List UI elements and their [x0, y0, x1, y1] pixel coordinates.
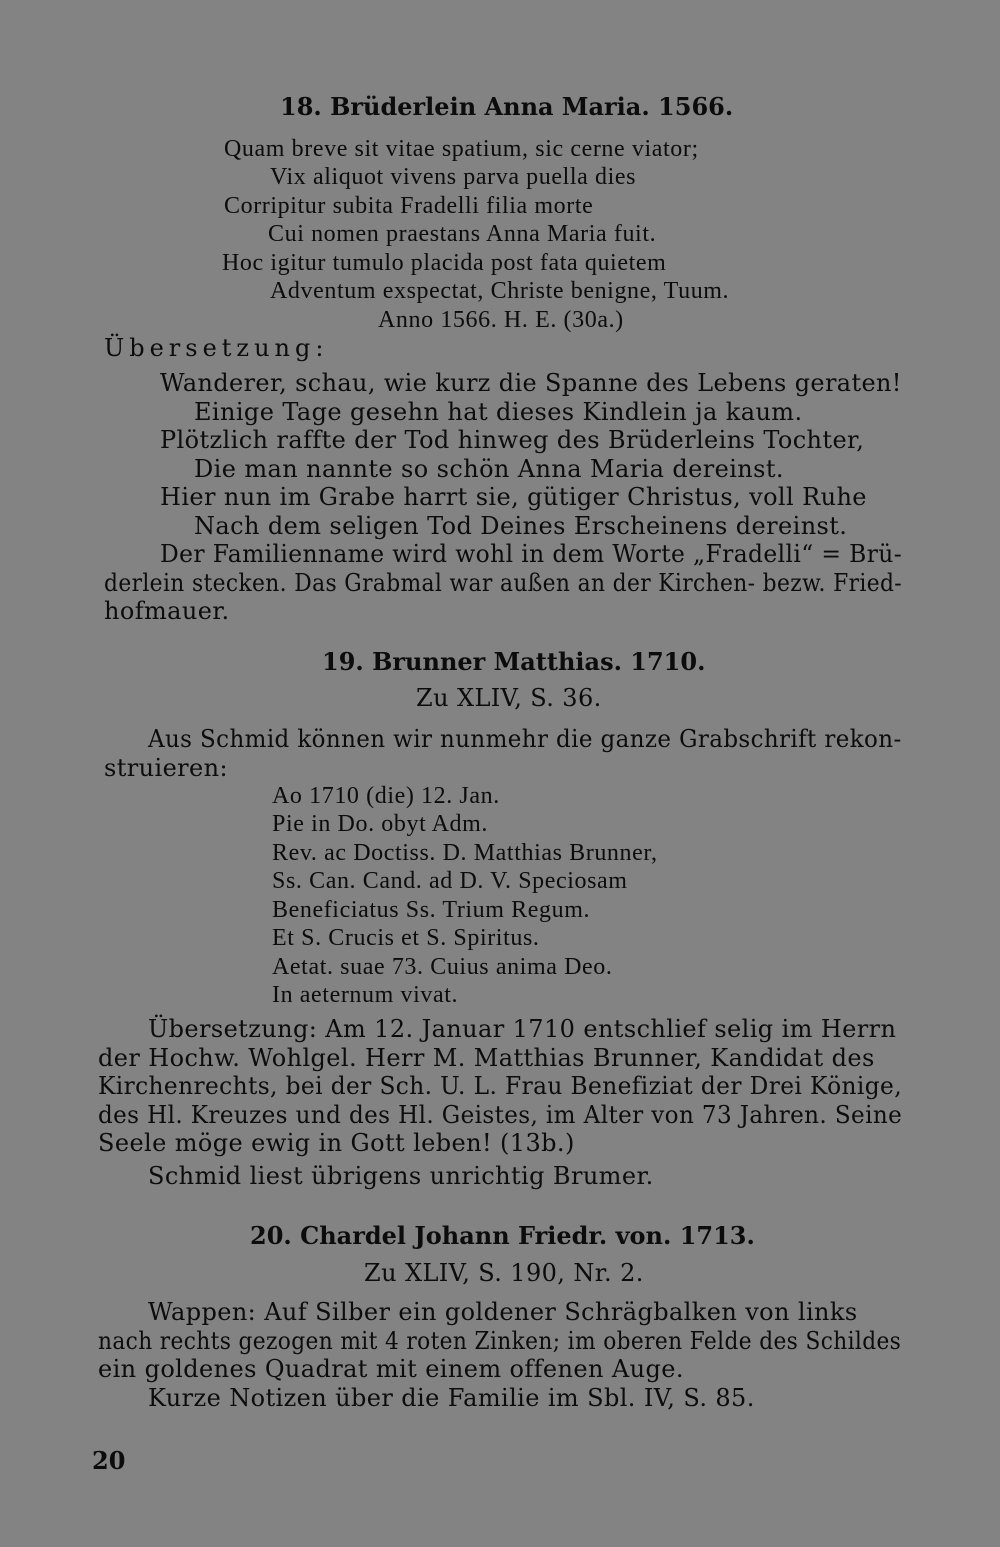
body-line: Wappen: Auf Silber ein goldener Schrägbalken von links	[148, 1298, 858, 1326]
inscription-line: Ao 1710 (die) 12. Jan.	[272, 783, 500, 809]
entry-19-reference: Zu XLIV, S. 36.	[416, 684, 602, 712]
latin-date-line: Anno 1566. H. E. (30a.)	[378, 307, 624, 333]
inscription-line: Beneficiatus Ss. Trium Regum.	[272, 897, 591, 923]
page-number: 20	[92, 1446, 126, 1475]
note-line: derlein stecken. Das Grabmal war außen an der Kirchen- bezw. Fried-	[104, 569, 903, 597]
latin-verse-line: Adventum exspectat, Christe benigne, Tuum.	[270, 278, 730, 304]
translation-line: Wanderer, schau, wie kurz die Spanne des Lebens geraten!	[160, 369, 902, 397]
inscription-line: Pie in Do. obyt Adm.	[272, 811, 489, 837]
translation-line: Kirchenrechts, bei der Sch. U. L. Frau Benefiziat der Drei Könige,	[98, 1072, 903, 1100]
latin-verse-line: Vix aliquot vivens parva puella dies	[270, 164, 637, 190]
body-line: nach rechts gezogen mit 4 roten Zinken; im oberen Felde des Schildes	[98, 1327, 902, 1355]
entry-20-reference: Zu XLIV, S. 190, Nr. 2.	[364, 1259, 644, 1287]
translation-line: Einige Tage gesehn hat dieses Kindlein ja kaum.	[194, 398, 803, 426]
translation-line: Seele möge ewig in Gott leben! (13b.)	[98, 1129, 575, 1157]
inscription-line: In aeternum vivat.	[272, 982, 459, 1008]
translation-line: Nach dem seligen Tod Deines Erscheinens dereinst.	[194, 512, 848, 540]
translation-line: Übersetzung: Am 12. Januar 1710 entschlief selig im Herrn	[148, 1015, 897, 1043]
inscription-line: Et S. Crucis et S. Spiritus.	[272, 925, 540, 951]
translation-line: des Hl. Kreuzes und des Hl. Geistes, im Alter von 73 Jahren. Seine	[98, 1101, 903, 1129]
latin-verse-line: Hoc igitur tumulo placida post fata quietem	[222, 250, 667, 276]
inscription-line: Aetat. suae 73. Cuius anima Deo.	[272, 954, 613, 980]
intro-line: struieren:	[104, 754, 228, 782]
entry-18-heading: 18. Brüderlein Anna Maria. 1566.	[280, 92, 734, 121]
translation-line: Hier nun im Grabe harrt sie, gütiger Christus, voll Ruhe	[160, 483, 867, 511]
latin-verse-line: Corripitur subita Fradelli filia morte	[224, 193, 594, 219]
translation-label: Übersetzung:	[104, 334, 329, 362]
translation-line: Plötzlich raffte der Tod hinweg des Brüderleins Tochter,	[160, 426, 865, 454]
inscription-line: Ss. Can. Cand. ad D. V. Speciosam	[272, 868, 628, 894]
latin-verse-line: Cui nomen praestans Anna Maria fuit.	[268, 221, 657, 247]
latin-verse-line: Quam breve sit vitae spatium, sic cerne viator;	[224, 136, 699, 162]
note-line: hofmauer.	[104, 597, 230, 625]
body-line: ein goldenes Quadrat mit einem offenen Auge.	[98, 1355, 684, 1383]
translation-line: Die man nannte so schön Anna Maria dereinst.	[194, 455, 784, 483]
translation-line: der Hochw. Wohlgel. Herr M. Matthias Brunner, Kandidat des	[98, 1044, 875, 1072]
inscription-line: Rev. ac Doctiss. D. Matthias Brunner,	[272, 840, 658, 866]
note-line: Schmid liest übrigens unrichtig Brumer.	[148, 1162, 654, 1190]
intro-line: Aus Schmid können wir nunmehr die ganze Grabschrift rekon-	[148, 725, 902, 753]
entry-20-heading: 20. Chardel Johann Friedr. von. 1713.	[250, 1221, 755, 1250]
entry-19-heading: 19. Brunner Matthias. 1710.	[322, 647, 706, 676]
note-line: Der Familienname wird wohl in dem Worte „Fradelli“ = Brü-	[160, 540, 903, 568]
body-line: Kurze Notizen über die Familie im Sbl. IV, S. 85.	[148, 1384, 755, 1412]
